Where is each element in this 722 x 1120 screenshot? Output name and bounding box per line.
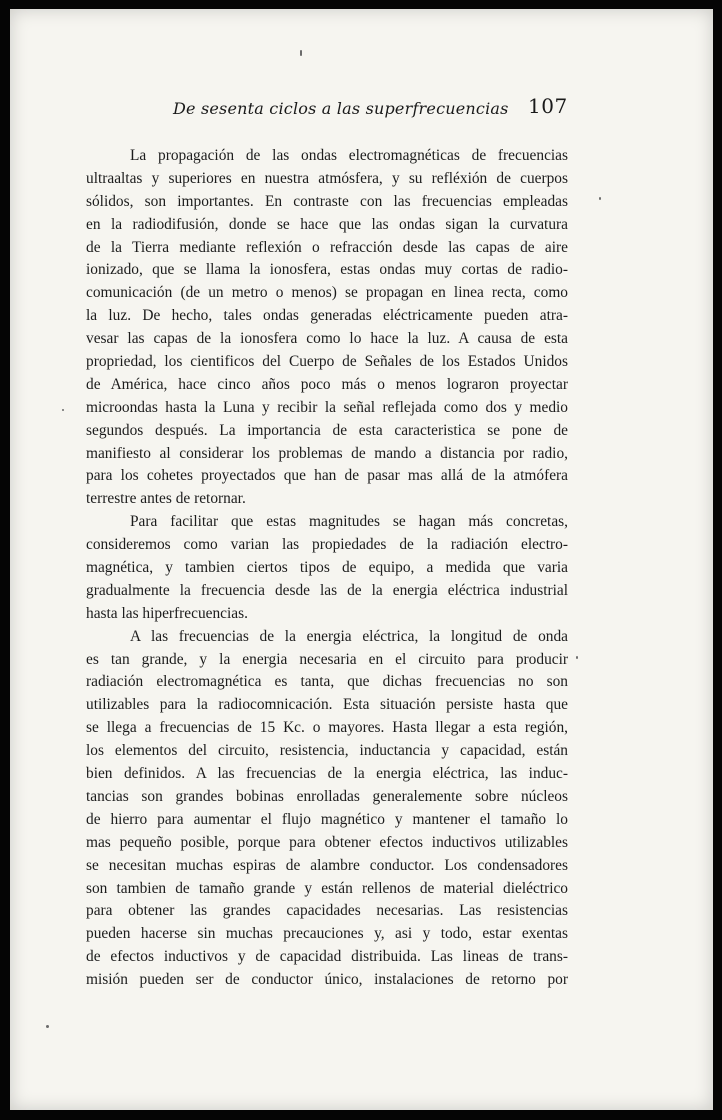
text-line: propriedad, los cientificos del Cuerpo de Señales de los Estados Unidos <box>86 353 568 371</box>
paragraph-1 <box>86 145 568 511</box>
paragraph-3 <box>86 626 568 992</box>
text-line: se llega a frecuencias de 15 Kc. o mayores. Hasta llegar a esta región, <box>86 719 568 737</box>
page-number: 107 <box>528 94 568 118</box>
text-line: tancias son grandes bobinas enrolladas generalemente sobre núcleos <box>86 787 568 805</box>
text-line: mas pequeño posible, porque para obtener efectos inductivos utilizables <box>86 833 568 851</box>
text-line: radiación electromagnética es tanta, que dichas frecuencias no son <box>86 673 568 691</box>
text-line: de América, hace cinco años poco más o menos lograron proyectar <box>86 375 568 393</box>
scan-speck <box>300 50 302 56</box>
scan-speck <box>62 409 64 411</box>
text-line: manifiesto al considerar los problemas de mando a distancia por radio, <box>86 444 568 462</box>
text-line: para obtener las grandes capacidades necesarias. Las resistencias <box>86 902 568 920</box>
text-line: segundos después. La importancia de esta caracteristica se pone de <box>86 421 568 439</box>
text-line: utilizables para la radiocomnicación. Esta situación persiste hasta que <box>86 696 568 714</box>
scan-speck <box>46 1025 49 1028</box>
text-line: ionizado, que se llama la ionosfera, estas ondas muy cortas de radio- <box>86 261 568 279</box>
text-line: A las frecuencias de la energia eléctrica, la longitud de onda <box>130 627 568 645</box>
text-line: son tambien de tamaño grande y están rellenos de material dieléctrico <box>86 879 568 897</box>
text-line: microondas hasta la Luna y recibir la señal reflejada como dos y medio <box>86 398 568 416</box>
text-line: ultraaltas y superiores en nuestra atmósfera, y su refléxión de cuerpos <box>86 169 568 187</box>
text-line: de hierro para aumentar el flujo magnético y mantener el tamaño lo <box>86 810 568 828</box>
paragraph-2 <box>86 511 568 625</box>
book-page <box>10 9 713 1110</box>
text-line: se necesitan muchas espiras de alambre conductor. Los condensadores <box>86 856 568 874</box>
text-line: de la Tierra mediante reflexión o refracción desde las capas de aire <box>86 238 568 256</box>
text-line: es tan grande, y la energia necesaria en el circuito para producir <box>86 650 568 668</box>
text-line: bien definidos. A las frecuencias de la energia eléctrica, las induc- <box>86 765 568 783</box>
text-line: terrestre antes de retornar. <box>86 490 246 508</box>
text-line: de efectos inductivos y de capacidad distribuida. Las lineas de trans- <box>86 948 568 966</box>
text-line: la luz. De hecho, tales ondas generadas eléctricamente pueden atra- <box>86 307 568 325</box>
running-head <box>10 93 713 121</box>
text-line: sólidos, son importantes. En contraste con las frecuencias empleadas <box>86 192 568 210</box>
text-line: magnética, y tambien ciertos tipos de equipo, a medida que varia <box>86 559 568 577</box>
text-line: La propagación de las ondas electromagnéticas de frecuencias <box>130 147 568 164</box>
text-line: en la radiodifusión, donde se hace que las ondas sigan la curvatura <box>86 215 568 233</box>
scan-speck <box>576 656 578 659</box>
text-line: Para facilitar que estas magnitudes se hagan más concretas, <box>130 513 568 531</box>
body-text <box>86 145 568 992</box>
scan-speck <box>599 197 601 200</box>
text-line: los elementos del circuito, resistencia, inductancia y capacidad, están <box>86 742 568 760</box>
text-line: vesar las capas de la ionosfera como lo hace la luz. A causa de esta <box>86 330 568 348</box>
running-title: De sesenta ciclos a las superfrecuencias <box>173 99 509 118</box>
text-line: para los cohetes proyectados que han de pasar mas allá de la atmófera <box>86 467 568 485</box>
text-line: pueden hacerse sin muchas precauciones y, asi y todo, estar exentas <box>86 925 568 943</box>
text-line: consideremos como varian las propiedades de la radiación electro- <box>86 536 568 554</box>
text-line: hasta las hiperfrecuencias. <box>86 604 248 622</box>
text-line: comunicación (de un metro o menos) se propagan en linea recta, como <box>86 284 568 302</box>
text-line: misión pueden ser de conductor único, instalaciones de retorno por <box>86 971 568 989</box>
text-line: gradualmente la frecuencia desde las de la energia eléctrica industrial <box>86 581 568 599</box>
